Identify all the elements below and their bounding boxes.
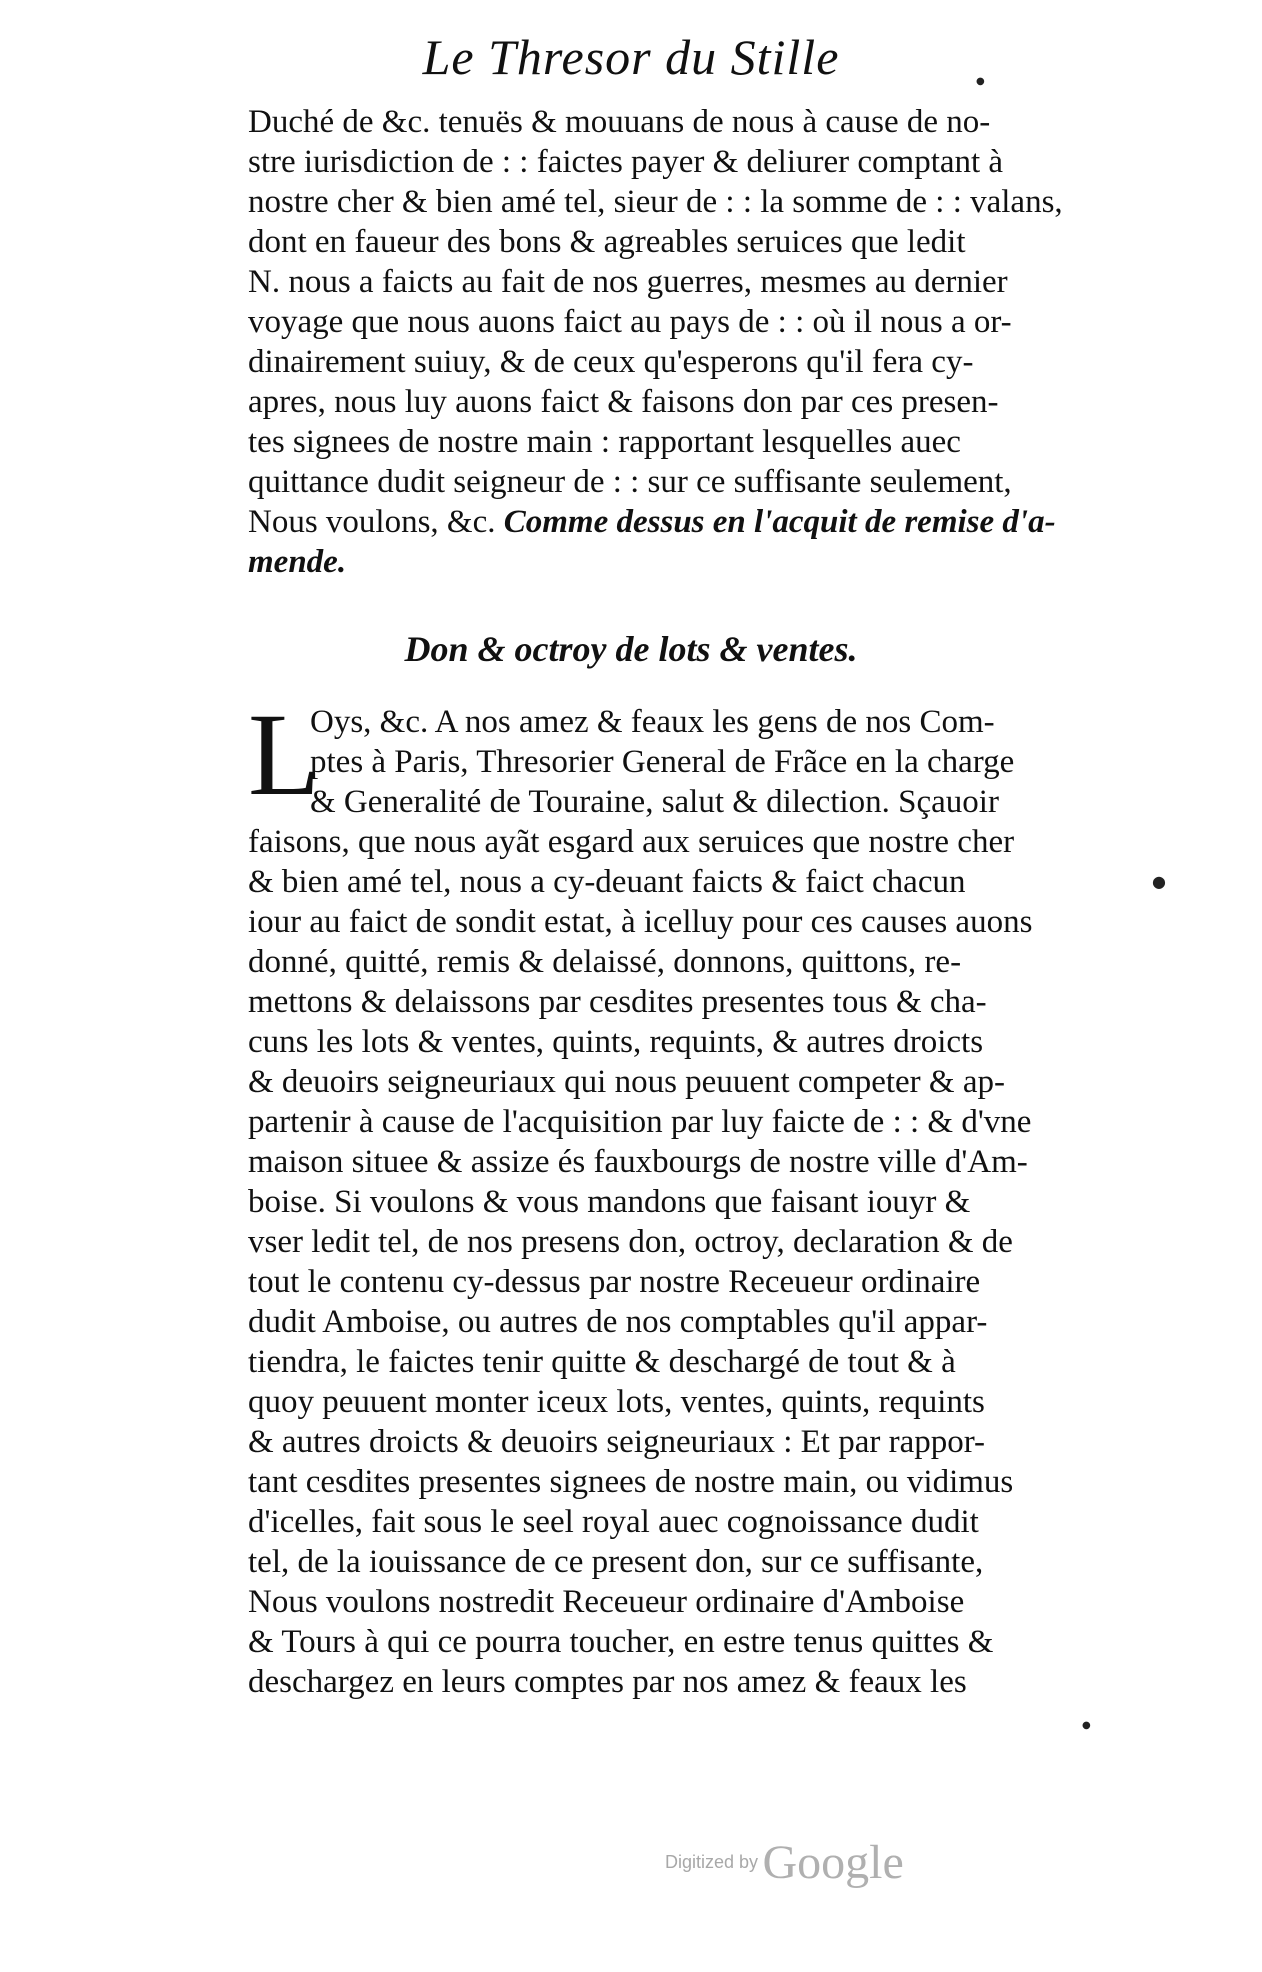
- text-line: faisons, que nous ayãt esgard aux seruices que nostre cher: [248, 824, 1015, 860]
- text-roman: Nous voulons, &c.: [248, 504, 504, 540]
- text-line: partenir à cause de l'acquisition par luy faicte de : : & d'vne: [248, 1104, 1032, 1140]
- text-line: deschargez en leurs comptes par nos amez & feaux les: [248, 1664, 967, 1700]
- text-line: voyage que nous auons faict au pays de : : où il nous a or-: [248, 304, 1012, 340]
- text-line: tant cesdites presentes signees de nostre main, ou vidimus: [248, 1464, 1014, 1500]
- margin-dot-mark: ●: [976, 76, 985, 87]
- text-line: tes signees de nostre main : rapportant lesquelles auec: [248, 424, 961, 460]
- text-line: N. nous a faicts au fait de nos guerres, mesmes au dernier: [248, 264, 1008, 300]
- text-line: d'icelles, fait sous le seel royal auec cognoissance dudit: [248, 1504, 979, 1540]
- section-heading: Don & octroy de lots & ventes.: [404, 629, 858, 669]
- margin-dot-mark: ●: [1152, 872, 1166, 891]
- text-line: apres, nous luy auons faict & faisons don par ces presen-: [248, 384, 999, 420]
- text-line: dudit Amboise, ou autres de nos comptables qu'il appar-: [248, 1304, 988, 1340]
- text-line: nostre cher & bien amé tel, sieur de : : la somme de : : valans,: [248, 184, 1063, 220]
- text-line: stre iurisdiction de : : faictes payer & deliurer comptant à: [248, 144, 1004, 180]
- text-line: boise. Si voulons & vous mandons que faisant iouyr &: [248, 1184, 971, 1220]
- digitized-watermark: [665, 1835, 904, 1890]
- text-line: Oys, &c. A nos amez & feaux les gens de nos Com-: [310, 704, 995, 740]
- text-line: vser ledit tel, de nos presens don, octroy, declaration & de: [248, 1224, 1013, 1260]
- text-italic: Comme dessus en l'acquit de remise d'a-: [503, 504, 1056, 540]
- watermark-caption: Digitized by: [665, 1852, 759, 1872]
- text-line: iour au faict de sondit estat, à icelluy pour ces causes auons: [248, 904, 1033, 940]
- text-line: dont en faueur des bons & agreables seruices que ledit: [248, 224, 966, 260]
- text-line: tiendra, le faictes tenir quitte & deschargé de tout & à: [248, 1344, 956, 1380]
- text-line: donné, quitté, remis & delaissé, donnons, quittons, re-: [248, 944, 962, 980]
- text-line: & Tours à qui ce pourra toucher, en estre tenus quittes &: [248, 1624, 994, 1660]
- text-line: & bien amé tel, nous a cy-deuant faicts & faict chacun: [248, 864, 966, 900]
- text-line: mettons & delaissons par cesdites presentes tous & cha-: [248, 984, 987, 1020]
- text-line: quoy peuuent monter iceux lots, ventes, quints, requints: [248, 1384, 985, 1420]
- text-line: & autres droicts & deuoirs seigneuriaux : Et par rappor-: [248, 1424, 986, 1460]
- google-logo: Google: [762, 1836, 904, 1889]
- text-line: quittance dudit seigneur de : : sur ce suffisante seulement,: [248, 464, 1012, 500]
- text-line-italic: mende.: [248, 544, 347, 580]
- paragraph-1: [248, 102, 1108, 582]
- text-line: Nous voulons nostredit Receueur ordinaire d'Amboise: [248, 1584, 965, 1620]
- text-line: dinairement suiuy, & de ceux qu'esperons qu'il fera cy-: [248, 344, 974, 380]
- paragraph-2: [248, 689, 1108, 1702]
- running-head: Le Thresor du Stille: [422, 29, 840, 85]
- text-line: & Generalité de Touraine, salut & dilection. Sçauoir: [310, 784, 999, 820]
- text-line: cuns les lots & ventes, quints, requints, & autres droicts: [248, 1024, 984, 1060]
- text-line: [248, 502, 1108, 542]
- text-line: maison situee & assize és fauxbourgs de nostre ville d'Am-: [248, 1144, 1028, 1180]
- text-line: tout le contenu cy-dessus par nostre Receueur ordinaire: [248, 1264, 981, 1300]
- drop-cap: L: [248, 689, 321, 820]
- text-line: ptes à Paris, Thresorier General de Frãce en la charge: [310, 744, 1015, 780]
- text-line: & deuoirs seigneuriaux qui nous peuuent competer & ap-: [248, 1064, 1005, 1100]
- text-line: tel, de la iouissance de ce present don, sur ce suffisante,: [248, 1544, 984, 1580]
- margin-dot-mark: ●: [1082, 1720, 1091, 1731]
- text-line: Duché de &c. tenuës & mouuans de nous à cause de no-: [248, 104, 991, 140]
